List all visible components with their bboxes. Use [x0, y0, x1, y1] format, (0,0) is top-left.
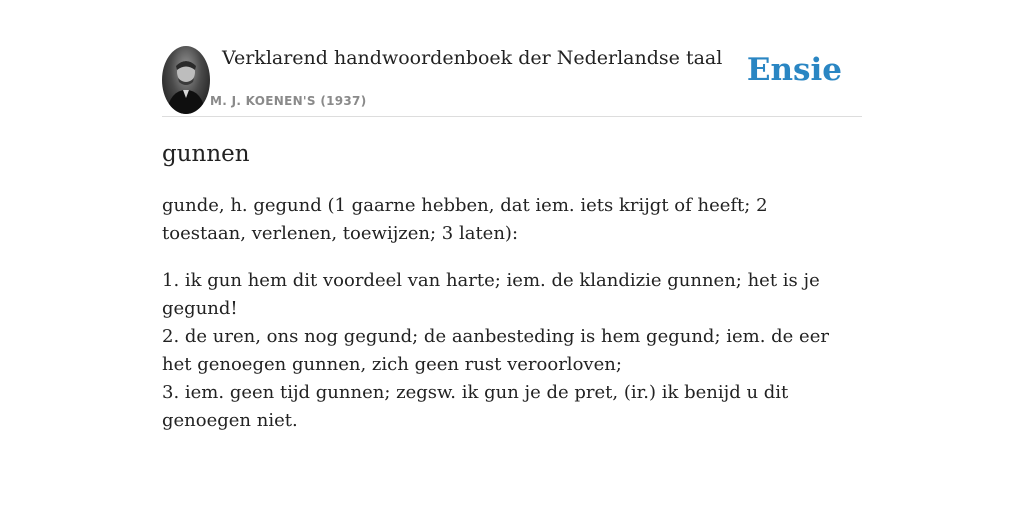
- dictionary-header: [162, 46, 862, 117]
- book-title: Verklarend handwoordenboek der Nederlandse taal: [222, 47, 723, 69]
- example-line: 2. de uren, ons nog gegund; de aanbesteding is hem gegund; iem. de eer het genoegen gunnen, zich geen rust veroorloven;: [162, 326, 829, 375]
- example-line: 1. ik gun hem dit voordeel van harte; iem. de klandizie gunnen; het is je gegund!: [162, 270, 820, 319]
- example-line: 3. iem. geen tijd gunnen; zegsw. ik gun je de pret, (ir.) ik benijd u dit genoegen niet.: [162, 382, 789, 431]
- author-portrait-icon: [162, 46, 210, 114]
- entry-content: [162, 192, 852, 454]
- entry-headword: gunnen: [162, 141, 250, 167]
- ensie-logo-link[interactable]: Ensie: [746, 52, 842, 88]
- entry-definition: gunde, h. gegund (1 gaarne hebben, dat iem. iets krijgt of heeft; 2 toestaan, verlenen, toewijzen; 3 laten):: [162, 195, 768, 244]
- author-label: M. J. KOENEN'S (1937): [210, 94, 367, 108]
- entry-examples: [162, 267, 852, 435]
